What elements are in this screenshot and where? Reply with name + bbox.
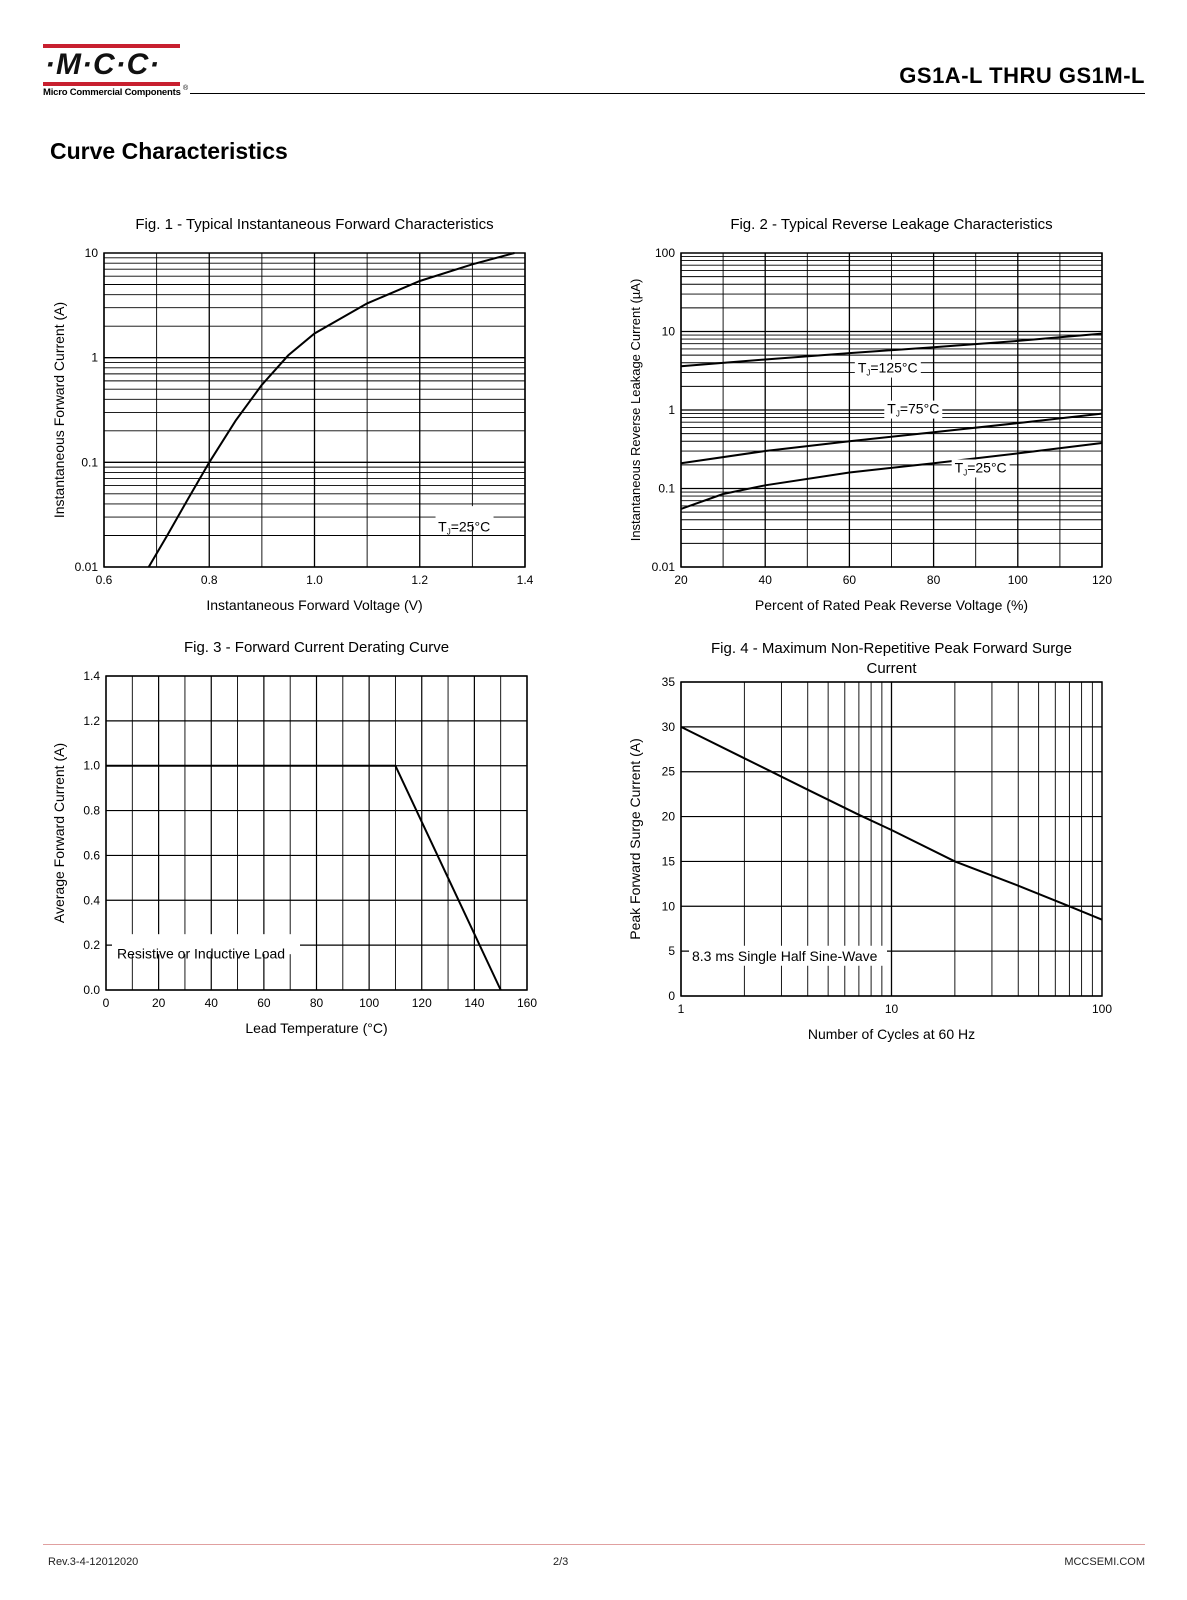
header-rule <box>190 93 1145 94</box>
fig1-x-tick-label: 1.4 <box>516 573 534 587</box>
fig1-annotation-tj25: $T_J=25^\circ C$ <box>438 518 491 537</box>
fig3-x-tick-label: 140 <box>464 996 485 1010</box>
fig3-x-tick-label: 20 <box>151 996 166 1010</box>
fig3-x-tick-label: 160 <box>516 996 538 1010</box>
fig3-y-axis-label: Average Forward Current (A) <box>51 742 67 924</box>
fig4-y-tick-label: 5 <box>668 944 675 959</box>
fig3-y-tick-label: 0.4 <box>83 893 100 908</box>
fig3-y-tick-label: 0.8 <box>83 803 100 818</box>
fig3-x-tick-label: 40 <box>204 996 218 1010</box>
fig3-x-axis-label: Lead Temperature (°C) <box>245 1020 388 1036</box>
fig4-y-tick-label: 35 <box>661 675 675 689</box>
fig2-y-tick-label: 10 <box>661 324 675 339</box>
fig2-x-tick-label: 120 <box>1091 573 1113 587</box>
fig2-x-tick-label: 60 <box>842 573 857 587</box>
fig3-y-tick-label: 1.0 <box>83 758 100 773</box>
fig4-y-tick-label: 15 <box>661 854 675 869</box>
fig2-annotation-tj75: $T_J=75^\circ C$ <box>887 400 940 419</box>
fig1-title: Fig. 1 - Typical Instantaneous Forward Characteristics <box>135 216 494 233</box>
fig3-x-tick-label: 60 <box>257 996 271 1010</box>
fig4-y-tick-label: 20 <box>661 809 675 824</box>
fig1-forward-characteristics-chart <box>40 205 550 625</box>
fig3-y-tick-label: 1.2 <box>83 713 100 728</box>
fig3-y-tick-label: 0.0 <box>83 983 100 997</box>
fig2-y-tick-label: 1 <box>668 403 675 417</box>
fig4-y-tick-label: 25 <box>661 764 675 779</box>
fig2-reverse-leakage-chart <box>618 205 1128 625</box>
fig1-x-tick-label: 1.2 <box>411 573 429 587</box>
fig2-x-tick-label: 40 <box>758 573 772 587</box>
fig4-x-tick-label: 1 <box>677 1002 685 1016</box>
logo-bottom-bar <box>43 82 180 86</box>
fig3-y-tick-label: 0.6 <box>83 848 100 863</box>
fig3-title: Fig. 3 - Forward Current Derating Curve <box>183 639 450 656</box>
fig4-y-tick-label: 30 <box>661 719 675 734</box>
fig1-x-tick-label: 0.8 <box>200 573 218 587</box>
fig3-derating-curve-chart <box>40 630 550 1050</box>
fig4-surge-current-chart <box>618 630 1128 1055</box>
fig2-annotation-tj25: $T_J=25^\circ C$ <box>954 459 1007 478</box>
fig4-annotation-sine-wave: 8.3 ms Single Half Sine-Wave <box>692 947 878 964</box>
fig1-y-tick-label: 1 <box>91 350 98 365</box>
fig3-y-tick-label: 1.4 <box>83 669 100 683</box>
fig4-y-tick-label: 0 <box>668 989 675 1003</box>
fig2-y-axis-label: Instantaneous Reverse Leakage Current (µA) <box>628 278 643 542</box>
fig1-y-tick-label: 0.1 <box>81 455 98 470</box>
mcc-logo <box>43 44 183 98</box>
fig1-y-axis-label: Instantaneous Forward Current (A) <box>51 301 67 519</box>
fig4-y-axis-label: Peak Forward Surge Current (A) <box>627 738 643 940</box>
registered-mark: ® <box>183 85 189 92</box>
footer-rule <box>43 1544 1145 1545</box>
fig2-annotation-tj125: $T_J=125^\circ C$ <box>857 359 918 378</box>
fig1-y-tick-label: 10 <box>84 246 98 260</box>
fig2-title: Fig. 2 - Typical Reverse Leakage Characteristics <box>730 216 1053 233</box>
fig2-y-tick-label: 100 <box>654 246 675 260</box>
fig2-y-tick-label: 0.01 <box>651 560 675 574</box>
fig1-x-tick-label: 0.6 <box>95 573 113 587</box>
logo-subtitle: Micro Commercial Components <box>43 87 181 98</box>
fig1-x-tick-label: 1.0 <box>306 573 323 587</box>
fig2-x-tick-label: 20 <box>674 573 688 587</box>
fig2-x-axis-label: Percent of Rated Peak Reverse Voltage (%) <box>754 597 1029 613</box>
fig4-x-tick-label: 100 <box>1091 1002 1113 1016</box>
fig3-x-tick-label: 100 <box>359 996 380 1010</box>
fig3-annotation-load: Resistive or Inductive Load <box>117 945 286 962</box>
logo-mark: ·M·C·C· <box>45 48 161 81</box>
fig4-x-axis-label: Number of Cycles at 60 Hz <box>807 1026 976 1042</box>
fig2-x-tick-label: 100 <box>1007 573 1028 587</box>
fig3-x-tick-label: 80 <box>309 996 324 1010</box>
fig4-title-line2: Current <box>866 660 917 677</box>
fig2-x-tick-label: 80 <box>926 573 941 587</box>
section-title: Curve Characteristics <box>50 138 288 164</box>
footer-page-number: 2/3 <box>553 1556 569 1568</box>
fig4-title-line1: Fig. 4 - Maximum Non-Repetitive Peak Forward Surge <box>711 640 1072 657</box>
fig4-y-tick-label: 10 <box>661 899 675 914</box>
fig1-y-tick-label: 0.01 <box>74 560 98 574</box>
fig4-x-tick-label: 10 <box>884 1002 899 1016</box>
fig3-x-tick-label: 120 <box>411 996 432 1010</box>
fig3-y-tick-label: 0.2 <box>83 938 100 953</box>
document-title: GS1A-L THRU GS1M-L <box>899 63 1145 88</box>
footer-website: MCCSEMI.COM <box>1064 1556 1145 1568</box>
fig1-x-axis-label: Instantaneous Forward Voltage (V) <box>206 597 423 613</box>
fig3-x-tick-label: 0 <box>102 996 110 1010</box>
fig2-y-tick-label: 0.1 <box>658 481 675 496</box>
footer-revision: Rev.3-4-12012020 <box>48 1556 139 1568</box>
